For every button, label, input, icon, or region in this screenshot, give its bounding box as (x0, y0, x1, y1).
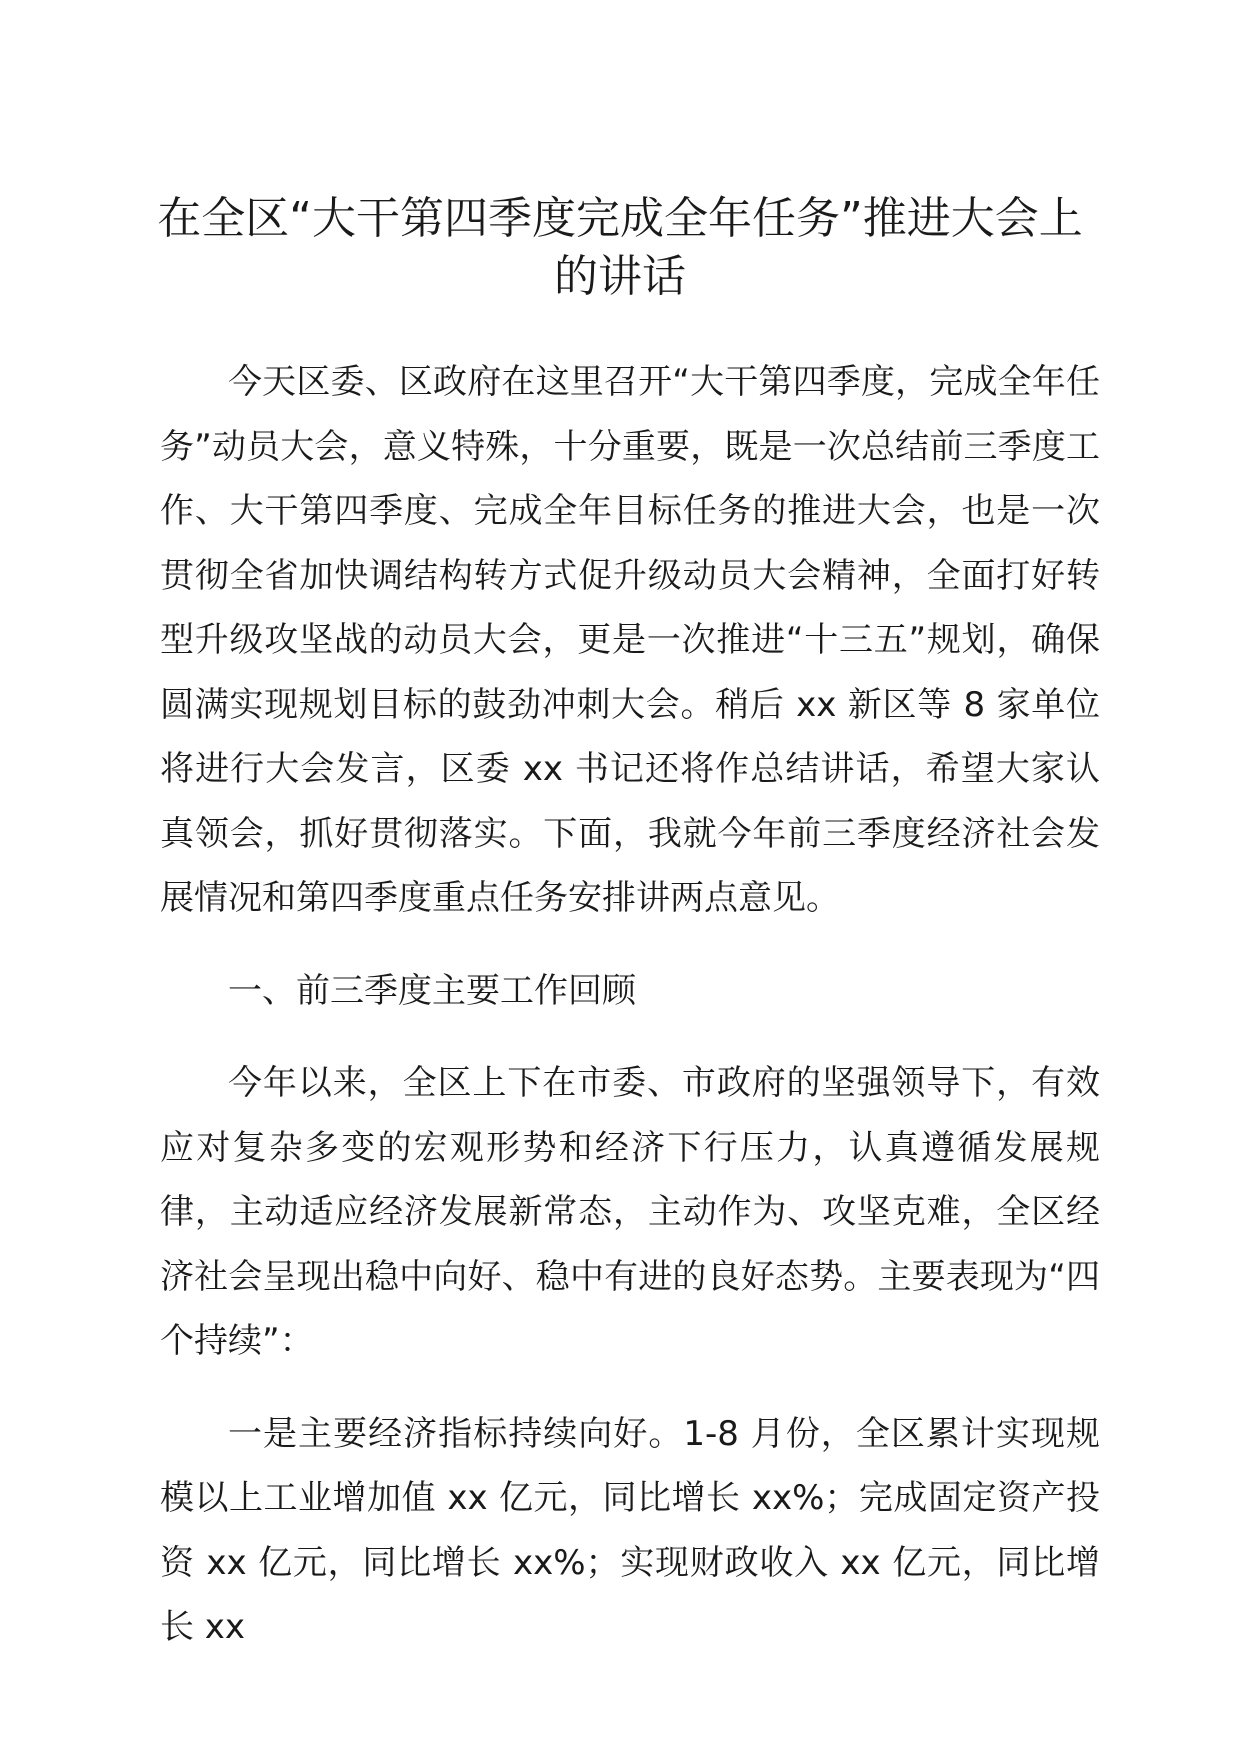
paragraph-indicators: 一是主要经济指标持续向好。1-8 月份，全区累计实现规模以上工业增加值 xx 亿元，同比增长 xx%；完成固定资产投资 xx 亿元，同比增长 xx%；实现财政收入 xx 亿元，同比增长 xx (160, 1413, 1100, 1647)
section-heading-review: 一、前三季度主要工作回顾 (228, 970, 636, 1011)
document-body (160, 350, 1100, 1688)
paragraph-overview: 今年以来，全区上下在市委、市政府的坚强领导下，有效应对复杂多变的宏观形势和经济下行压力，认真遵循发展规律，主动适应经济发展新常态，主动作为、攻坚克难，全区经济社会呈现出稳中向好、稳中有进的良好态势。主要表现为“四个持续”： (160, 1063, 1100, 1361)
document-title: 在全区“大干第四季度完成全年任务”推进大会上的讲话 (157, 193, 1083, 302)
paragraph-intro: 今天区委、区政府在这里召开“大干第四季度，完成全年任务”动员大会，意义特殊，十分重要，既是一次总结前三季度工作、大干第四季度、完成全年目标任务的推进大会，也是一次贯彻全省加快调结构转方式促升级动员大会精神，全面打好转型升级攻坚战的动员大会，更是一次推进“十三五”规划，确保圆满实现规划目标的鼓劲冲刺大会。稍后 xx 新区等 8 家单位将进行大会发言，区委 xx 书记还将作总结讲话，希望大家认真领会，抓好贯彻落实。下面，我就今年前三季度经济社会发展情况和第四季度重点任务安排讲两点意见。 (160, 362, 1100, 918)
